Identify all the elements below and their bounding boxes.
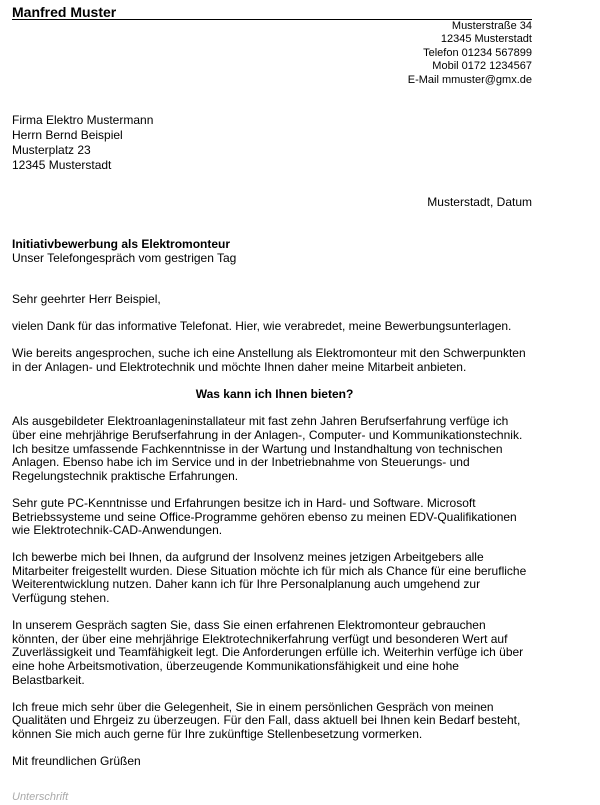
paragraph-line: Verfügung stehen. [12,591,110,606]
paragraph-thanks: vielen Dank für das informative Telefonat. Hier, wie verabredet, meine Bewerbungsunterlagen. [12,319,512,334]
recipient-city: 12345 Musterstadt [12,158,112,172]
section-heading: Was kann ich Ihnen bieten? [195,387,354,402]
paragraph-line: In unserem Gespräch sagten Sie, dass Sie einen erfahrenen Elektromonteur gebrauchen [12,618,486,633]
recipient-street: Musterplatz 23 [12,143,91,157]
paragraph-experience [12,415,537,483]
paragraph-line: Ich besitze umfassende Fachkenntnisse in der Wartung und Instandhaltung von technischen [12,441,503,456]
recipient-address [12,113,153,173]
paragraph-line: könnten, der über eine mehrjährige Elektrotechnikerfahrung verfügt und besonderen Wert auf [12,631,508,646]
paragraph-line: wie Elektrotechnik-CAD-Anwendungen. [12,523,223,538]
paragraph-line: Qualitäten und Ehrgeiz zu überzeugen. Für den Fall, dass aktuell bei Ihnen kein Bedarf besteht, [12,713,521,728]
subject-block [12,237,236,265]
sender-phone: Telefon 01234 567899 [423,46,532,59]
paragraph-it-skills [12,497,537,538]
paragraph-line: Sehr gute PC-Kenntnisse und Erfahrungen besitze ich in Hard- und Software. Microsoft [12,495,476,510]
paragraph-line: Betriebssysteme und seine Office-Programme gehören ebenso zu meinen EDV-Qualifikationen [12,509,517,524]
paragraph-line: Zuverlässigkeit und Teamfähigkeit legt. Die Anforderungen erfülle ich. Weiterhin verfüge ich über [12,645,524,660]
paragraph-requirements [12,619,537,687]
subject-reference: Unser Telefongespräch vom gestrigen Tag [12,251,237,265]
sender-email: E-Mail mmuster@gmx.de [407,73,532,86]
paragraph-line: Als ausgebildeter Elektroanlageninstallateur mit fast zehn Jahren Berufserfahrung verfüge ich [12,414,509,429]
salutation: Sehr geehrter Herr Beispiel, [12,292,161,306]
paragraph-line: Wie bereits angesprochen, suche ich eine Anstellung als Elektromonteur mit den Schwerpunkten [12,346,526,361]
signature-placeholder: Unterschrift [12,791,69,803]
sender-city: 12345 Musterstadt [440,33,532,46]
paragraph-line: Mitarbeiter freigestellt wurden. Diese Situation möchte ich für mich als Chance für eine berufliche [12,563,527,578]
paragraph-line: Ich freue mich sehr über die Gelegenheit, Sie in einem persönlichen Gespräch von meinen [12,699,494,714]
paragraph-line: in der Anlagen- und Elektrotechnik und möchte Ihnen daher meine Mitarbeit anbieten. [12,359,467,374]
subject-title: Initiativbewerbung als Elektromonteur [12,237,231,251]
recipient-company: Firma Elektro Mustermann [12,113,154,127]
paragraph-line: eine hohe Arbeitsmotivation, überzeugende Kommunikationsfähigkeit und eine hohe [12,659,459,674]
sender-address [408,20,532,87]
sender-name: Manfred Muster [12,4,117,20]
paragraph-line: über eine mehrjährige Berufserfahrung in der Anlagen-, Computer- und Kommunikationstechnik. [12,427,523,442]
place-date: Musterstadt, Datum [427,195,532,209]
paragraph-line: Regelungstechnik praktische Erfahrungen. [12,468,239,483]
recipient-person: Herrn Bernd Beispiel [12,128,123,142]
paragraph-closing-remarks [12,701,537,742]
paragraph-line: Anlagen. Ebenso habe ich im Service und in der Inbetriebnahme von Steuerungs- und [12,455,470,470]
letter-body [12,293,537,782]
paragraph-line: Belastbarkeit. [12,672,85,687]
paragraph-line: Weiterentwicklung nutzen. Daher kann ich für Ihre Personalplanung auch umgehend zur [12,577,481,592]
paragraph-reason [12,551,537,605]
paragraph-intro [12,347,537,374]
sender-mobile: Mobil 0172 1234567 [432,60,532,73]
paragraph-line: können Sie mich auch gerne für Ihre zukünftige Stellenbesetzung vormerken. [12,727,423,741]
closing: Mit freundlichen Grüßen [12,754,141,769]
sender-street: Musterstraße 34 [451,20,532,32]
paragraph-line: Ich bewerbe mich bei Ihnen, da aufgrund der Insolvenz meines jetzigen Arbeitgebers alle [12,550,484,565]
